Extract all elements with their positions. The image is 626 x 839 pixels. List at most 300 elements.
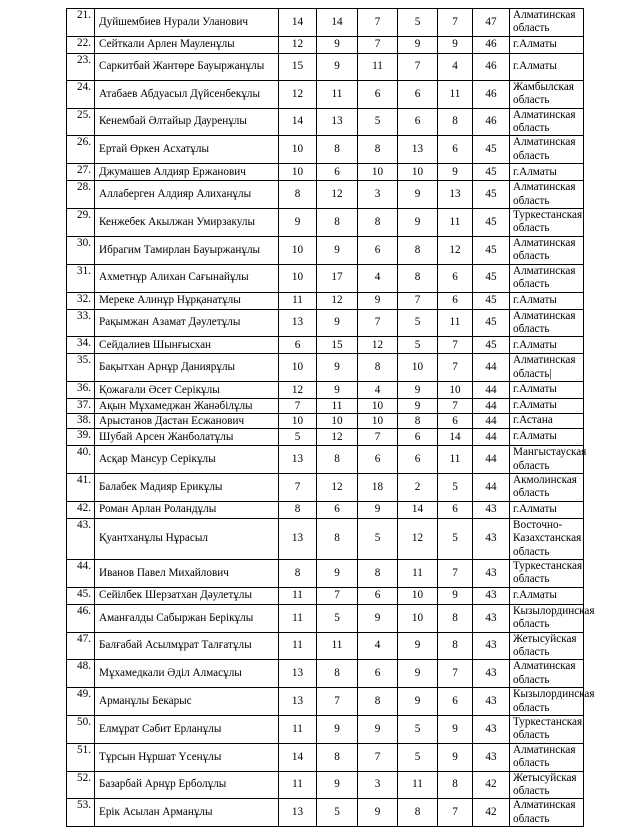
score-cell: 9 (317, 53, 358, 80)
table-row (67, 632, 584, 660)
participant-name: Елмұрат Сәбит Ерланұлы (95, 716, 279, 744)
region-cell: г.Алматы (510, 382, 584, 399)
participant-name: Мереке Алинұр Нұрқанатұлы (95, 292, 279, 309)
score-cell: 11 (398, 559, 438, 587)
row-number: 37. (67, 399, 95, 414)
table-row (67, 136, 584, 164)
total-score: 44 (473, 354, 510, 382)
participant-name: Қожағали Әсет Серікұлы (95, 382, 279, 399)
table-row (67, 604, 584, 632)
score-cell: 8 (317, 743, 358, 771)
region-cell: Жетысуйская область (510, 632, 584, 660)
score-cell: 9 (358, 604, 398, 632)
score-cell: 9 (438, 164, 473, 181)
total-score: 44 (473, 473, 510, 501)
table-row (67, 518, 584, 559)
score-cell: 11 (438, 209, 473, 237)
score-cell: 12 (317, 473, 358, 501)
score-cell: 13 (279, 688, 317, 716)
table-row (67, 382, 584, 399)
total-score: 46 (473, 108, 510, 136)
row-number: 50. (67, 716, 95, 744)
score-cell: 10 (398, 354, 438, 382)
score-cell: 7 (358, 36, 398, 53)
score-cell: 9 (358, 716, 398, 744)
score-cell: 8 (317, 446, 358, 474)
total-score: 42 (473, 799, 510, 827)
score-cell: 7 (438, 799, 473, 827)
region-cell: г.Астана (510, 414, 584, 429)
region-cell: Кызылординская область (510, 604, 584, 632)
total-score: 47 (473, 9, 510, 37)
score-cell: 11 (279, 292, 317, 309)
score-cell: 11 (279, 771, 317, 799)
total-score: 43 (473, 559, 510, 587)
table-row (67, 36, 584, 53)
region-cell: Алматинская область (510, 136, 584, 164)
total-score: 44 (473, 382, 510, 399)
score-cell: 9 (398, 399, 438, 414)
score-cell: 6 (438, 292, 473, 309)
score-cell: 8 (317, 209, 358, 237)
region-cell: Алматинская область (510, 743, 584, 771)
score-cell: 10 (358, 164, 398, 181)
score-cell: 12 (279, 36, 317, 53)
score-cell: 9 (358, 799, 398, 827)
score-cell: 9 (398, 209, 438, 237)
score-cell: 7 (398, 53, 438, 80)
total-score: 44 (473, 414, 510, 429)
score-cell: 11 (398, 771, 438, 799)
participant-name: Дуйшембиев Нурали Уланович (95, 9, 279, 37)
participant-name: Балабек Мадияр Ерикұлы (95, 473, 279, 501)
total-score: 43 (473, 688, 510, 716)
row-number: 40. (67, 446, 95, 474)
score-cell: 6 (438, 414, 473, 429)
score-cell: 13 (279, 518, 317, 559)
score-cell: 9 (317, 559, 358, 587)
total-score: 43 (473, 716, 510, 744)
region-cell: Алматинская область (510, 309, 584, 337)
region-cell: г.Алматы (510, 429, 584, 446)
table-row (67, 164, 584, 181)
score-cell: 8 (317, 660, 358, 688)
table-row (67, 743, 584, 771)
total-score: 43 (473, 587, 510, 604)
score-cell: 7 (398, 292, 438, 309)
score-cell: 6 (438, 501, 473, 518)
score-cell: 5 (317, 799, 358, 827)
score-cell: 9 (358, 292, 398, 309)
score-cell: 8 (279, 501, 317, 518)
score-cell: 8 (358, 209, 398, 237)
total-score: 45 (473, 337, 510, 354)
score-cell: 8 (398, 236, 438, 264)
row-number: 21. (67, 9, 95, 37)
row-number: 30. (67, 236, 95, 264)
row-number: 47. (67, 632, 95, 660)
score-cell: 5 (438, 473, 473, 501)
total-score: 46 (473, 80, 510, 108)
score-cell: 11 (279, 632, 317, 660)
participant-name: Атабаев Абдуасыл Дүйсенбекұлы (95, 80, 279, 108)
table-row (67, 80, 584, 108)
table-row (67, 501, 584, 518)
score-cell: 10 (279, 414, 317, 429)
score-cell: 9 (398, 181, 438, 209)
row-number: 51. (67, 743, 95, 771)
participant-name: Ахметнұр Алихан Сағынайұлы (95, 264, 279, 292)
participant-name: Сейдалиев Шынғысхан (95, 337, 279, 354)
participant-name: Аманғалды Сабыржан Берікұлы (95, 604, 279, 632)
score-cell: 9 (398, 382, 438, 399)
score-cell: 6 (438, 264, 473, 292)
score-cell: 5 (398, 743, 438, 771)
score-cell: 14 (438, 429, 473, 446)
participant-name: Ибрагим Тамирлан Бауыржанұлы (95, 236, 279, 264)
region-cell: г.Алматы (510, 399, 584, 414)
participant-name: Джумашев Алдияр Ержанович (95, 164, 279, 181)
score-cell: 8 (398, 799, 438, 827)
row-number: 41. (67, 473, 95, 501)
score-cell: 15 (279, 53, 317, 80)
score-cell: 11 (438, 446, 473, 474)
table-row (67, 53, 584, 80)
score-cell: 11 (279, 716, 317, 744)
total-score: 46 (473, 53, 510, 80)
row-number: 26. (67, 136, 95, 164)
table-row (67, 9, 584, 37)
table-row (67, 559, 584, 587)
score-cell: 4 (358, 632, 398, 660)
total-score: 44 (473, 446, 510, 474)
row-number: 23. (67, 53, 95, 80)
score-cell: 9 (317, 382, 358, 399)
score-cell: 9 (398, 660, 438, 688)
score-cell: 8 (317, 136, 358, 164)
score-cell: 11 (358, 53, 398, 80)
participant-name: Базарбай Арнұр Ерболұлы (95, 771, 279, 799)
score-cell: 6 (317, 164, 358, 181)
region-cell: Кызылординская область (510, 688, 584, 716)
score-cell: 5 (398, 9, 438, 37)
table-body (67, 9, 595, 827)
row-number: 45. (67, 587, 95, 604)
table-row (67, 309, 584, 337)
score-cell: 13 (398, 136, 438, 164)
table-row (67, 688, 584, 716)
total-score: 43 (473, 632, 510, 660)
score-cell: 9 (398, 632, 438, 660)
region-cell: Алматинская область (510, 9, 584, 37)
table-row (67, 108, 584, 136)
score-cell: 7 (358, 743, 398, 771)
score-cell: 7 (438, 399, 473, 414)
score-cell: 7 (438, 559, 473, 587)
total-score: 45 (473, 136, 510, 164)
row-number: 35. (67, 354, 95, 382)
region-cell: г.Алматы (510, 164, 584, 181)
table-row (67, 771, 584, 799)
row-number: 27. (67, 164, 95, 181)
score-cell: 9 (317, 716, 358, 744)
score-cell: 10 (279, 236, 317, 264)
score-cell: 7 (358, 309, 398, 337)
row-number: 25. (67, 108, 95, 136)
row-number: 28. (67, 181, 95, 209)
score-cell: 12 (358, 337, 398, 354)
participant-name: Кенжебек Акылжан Умирзакулы (95, 209, 279, 237)
table-row (67, 292, 584, 309)
table-row (67, 587, 584, 604)
table-row (67, 429, 584, 446)
region-cell: г.Алматы (510, 587, 584, 604)
table-row (67, 473, 584, 501)
score-cell: 5 (398, 716, 438, 744)
score-cell: 4 (358, 382, 398, 399)
row-number: 39. (67, 429, 95, 446)
row-number: 33. (67, 309, 95, 337)
region-cell: Жетысуйская область (510, 771, 584, 799)
score-cell: 8 (358, 354, 398, 382)
row-number: 53. (67, 799, 95, 827)
row-number: 43. (67, 518, 95, 559)
region-cell: Алматинская область| (510, 354, 584, 382)
row-number: 46. (67, 604, 95, 632)
row-number: 52. (67, 771, 95, 799)
score-cell: 7 (438, 660, 473, 688)
score-cell: 10 (358, 414, 398, 429)
score-cell: 6 (358, 660, 398, 688)
score-cell: 11 (317, 80, 358, 108)
score-cell: 9 (279, 209, 317, 237)
score-cell: 8 (438, 632, 473, 660)
score-cell: 6 (358, 587, 398, 604)
table-row (67, 414, 584, 429)
participant-name: Ертай Өркен Асхатұлы (95, 136, 279, 164)
score-cell: 4 (438, 53, 473, 80)
score-cell: 10 (438, 382, 473, 399)
table-row (67, 209, 584, 237)
score-cell: 11 (279, 587, 317, 604)
total-score: 45 (473, 309, 510, 337)
score-cell: 6 (438, 136, 473, 164)
score-cell: 8 (398, 264, 438, 292)
score-cell: 12 (317, 292, 358, 309)
total-score: 43 (473, 743, 510, 771)
participant-name: Ақын Мұхамеджан Жанәбілұлы (95, 399, 279, 414)
score-cell: 14 (398, 501, 438, 518)
score-cell: 12 (279, 382, 317, 399)
score-cell: 7 (438, 9, 473, 37)
row-number: 22. (67, 36, 95, 53)
total-score: 45 (473, 209, 510, 237)
score-cell: 8 (438, 604, 473, 632)
participant-name: Арманұлы Бекарыс (95, 688, 279, 716)
score-cell: 14 (279, 9, 317, 37)
total-score: 44 (473, 429, 510, 446)
score-cell: 9 (317, 354, 358, 382)
table-row (67, 337, 584, 354)
score-cell: 10 (398, 164, 438, 181)
score-cell: 9 (438, 743, 473, 771)
region-cell: Алматинская область (510, 264, 584, 292)
total-score: 44 (473, 399, 510, 414)
score-cell: 5 (317, 604, 358, 632)
score-cell: 11 (438, 80, 473, 108)
score-cell: 13 (317, 108, 358, 136)
score-cell: 10 (398, 587, 438, 604)
region-cell: Восточно-Казахстанская область (510, 518, 584, 559)
participant-name: Аллаберген Алдияр Алиханұлы (95, 181, 279, 209)
score-cell: 6 (317, 501, 358, 518)
table-row (67, 799, 584, 827)
score-cell: 9 (317, 309, 358, 337)
region-cell: Алматинская область (510, 181, 584, 209)
region-cell: Алматинская область (510, 108, 584, 136)
region-cell: Алматинская область (510, 236, 584, 264)
table-row (67, 399, 584, 414)
row-number: 49. (67, 688, 95, 716)
score-cell: 11 (317, 632, 358, 660)
participant-name: Балғабай Асылмұрат Талғатұлы (95, 632, 279, 660)
region-cell: г.Алматы (510, 36, 584, 53)
score-cell: 6 (398, 429, 438, 446)
total-score: 45 (473, 181, 510, 209)
score-cell: 5 (398, 337, 438, 354)
participant-name: Роман Арлан Роландұлы (95, 501, 279, 518)
score-cell: 12 (317, 181, 358, 209)
region-cell: Алматинская область (510, 799, 584, 827)
row-number: 32. (67, 292, 95, 309)
score-cell: 6 (398, 108, 438, 136)
score-cell: 12 (398, 518, 438, 559)
score-cell: 7 (279, 399, 317, 414)
total-score: 43 (473, 604, 510, 632)
participant-name: Мұхамедкали Әділ Алмасұлы (95, 660, 279, 688)
score-cell: 13 (438, 181, 473, 209)
score-cell: 5 (438, 518, 473, 559)
score-cell: 9 (438, 36, 473, 53)
total-score: 45 (473, 164, 510, 181)
score-cell: 2 (398, 473, 438, 501)
region-cell: Туркестанская область (510, 209, 584, 237)
region-cell: Жамбылская область (510, 80, 584, 108)
score-cell: 13 (279, 660, 317, 688)
participant-name: Тұрсын Нұршат Үсенұлы (95, 743, 279, 771)
total-score: 45 (473, 264, 510, 292)
score-cell: 8 (279, 559, 317, 587)
score-cell: 9 (398, 688, 438, 716)
region-cell: Акмолинская область (510, 473, 584, 501)
table-row (67, 264, 584, 292)
region-cell: Алматинская область (510, 660, 584, 688)
score-cell: 10 (279, 264, 317, 292)
score-cell: 7 (438, 354, 473, 382)
table-row (67, 660, 584, 688)
score-cell: 6 (358, 446, 398, 474)
score-cell: 6 (398, 80, 438, 108)
score-cell: 12 (279, 80, 317, 108)
score-cell: 12 (317, 429, 358, 446)
row-number: 42. (67, 501, 95, 518)
score-cell: 11 (317, 399, 358, 414)
participant-name: Бақытхан Арнұр Даниярұлы (95, 354, 279, 382)
score-cell: 6 (438, 688, 473, 716)
total-score: 43 (473, 518, 510, 559)
score-cell: 5 (358, 518, 398, 559)
row-number: 31. (67, 264, 95, 292)
participant-name: Арыстанов Дастан Есжанович (95, 414, 279, 429)
score-cell: 8 (317, 518, 358, 559)
score-cell: 10 (317, 414, 358, 429)
score-cell: 13 (279, 799, 317, 827)
score-cell: 7 (317, 688, 358, 716)
participant-name: Ерік Асылан Арманұлы (95, 799, 279, 827)
total-score: 45 (473, 236, 510, 264)
score-cell: 6 (398, 446, 438, 474)
row-number: 29. (67, 209, 95, 237)
participant-name: Сейілбек Шерзатхан Дәулетұлы (95, 587, 279, 604)
score-cell: 3 (358, 181, 398, 209)
region-cell: г.Алматы (510, 337, 584, 354)
score-cell: 14 (279, 743, 317, 771)
score-cell: 7 (358, 429, 398, 446)
score-cell: 13 (279, 309, 317, 337)
participant-name: Сейткали Арлен Мауленұлы (95, 36, 279, 53)
score-cell: 15 (317, 337, 358, 354)
score-cell: 7 (279, 473, 317, 501)
region-cell: г.Алматы (510, 53, 584, 80)
score-cell: 14 (279, 108, 317, 136)
score-cell: 9 (317, 236, 358, 264)
table-row (67, 236, 584, 264)
total-score: 45 (473, 292, 510, 309)
region-cell: Туркестанская область (510, 559, 584, 587)
participant-name: Саркитбай Жантөре Бауыржанұлы (95, 53, 279, 80)
row-number: 36. (67, 382, 95, 399)
score-cell: 8 (398, 414, 438, 429)
score-cell: 9 (317, 36, 358, 53)
region-cell: г.Алматы (510, 501, 584, 518)
table-row (67, 446, 584, 474)
score-cell: 12 (438, 236, 473, 264)
row-number: 24. (67, 80, 95, 108)
score-cell: 10 (358, 399, 398, 414)
score-cell: 6 (279, 337, 317, 354)
participant-name: Асқар Мансур Серікұлы (95, 446, 279, 474)
row-number: 48. (67, 660, 95, 688)
score-cell: 9 (317, 771, 358, 799)
score-cell: 9 (438, 587, 473, 604)
score-cell: 11 (279, 604, 317, 632)
score-cell: 5 (279, 429, 317, 446)
region-cell: Мангыстауская область (510, 446, 584, 474)
score-cell: 8 (358, 688, 398, 716)
score-cell: 3 (358, 771, 398, 799)
participant-name: Қуантханұлы Нұрасыл (95, 518, 279, 559)
total-score: 43 (473, 660, 510, 688)
table-row (67, 716, 584, 744)
total-score: 46 (473, 36, 510, 53)
score-cell: 7 (438, 337, 473, 354)
score-cell: 8 (438, 771, 473, 799)
participant-name: Кенембай Әлтайыр Дауренұлы (95, 108, 279, 136)
score-cell: 9 (358, 501, 398, 518)
score-cell: 9 (438, 716, 473, 744)
score-cell: 10 (279, 164, 317, 181)
score-cell: 5 (398, 309, 438, 337)
